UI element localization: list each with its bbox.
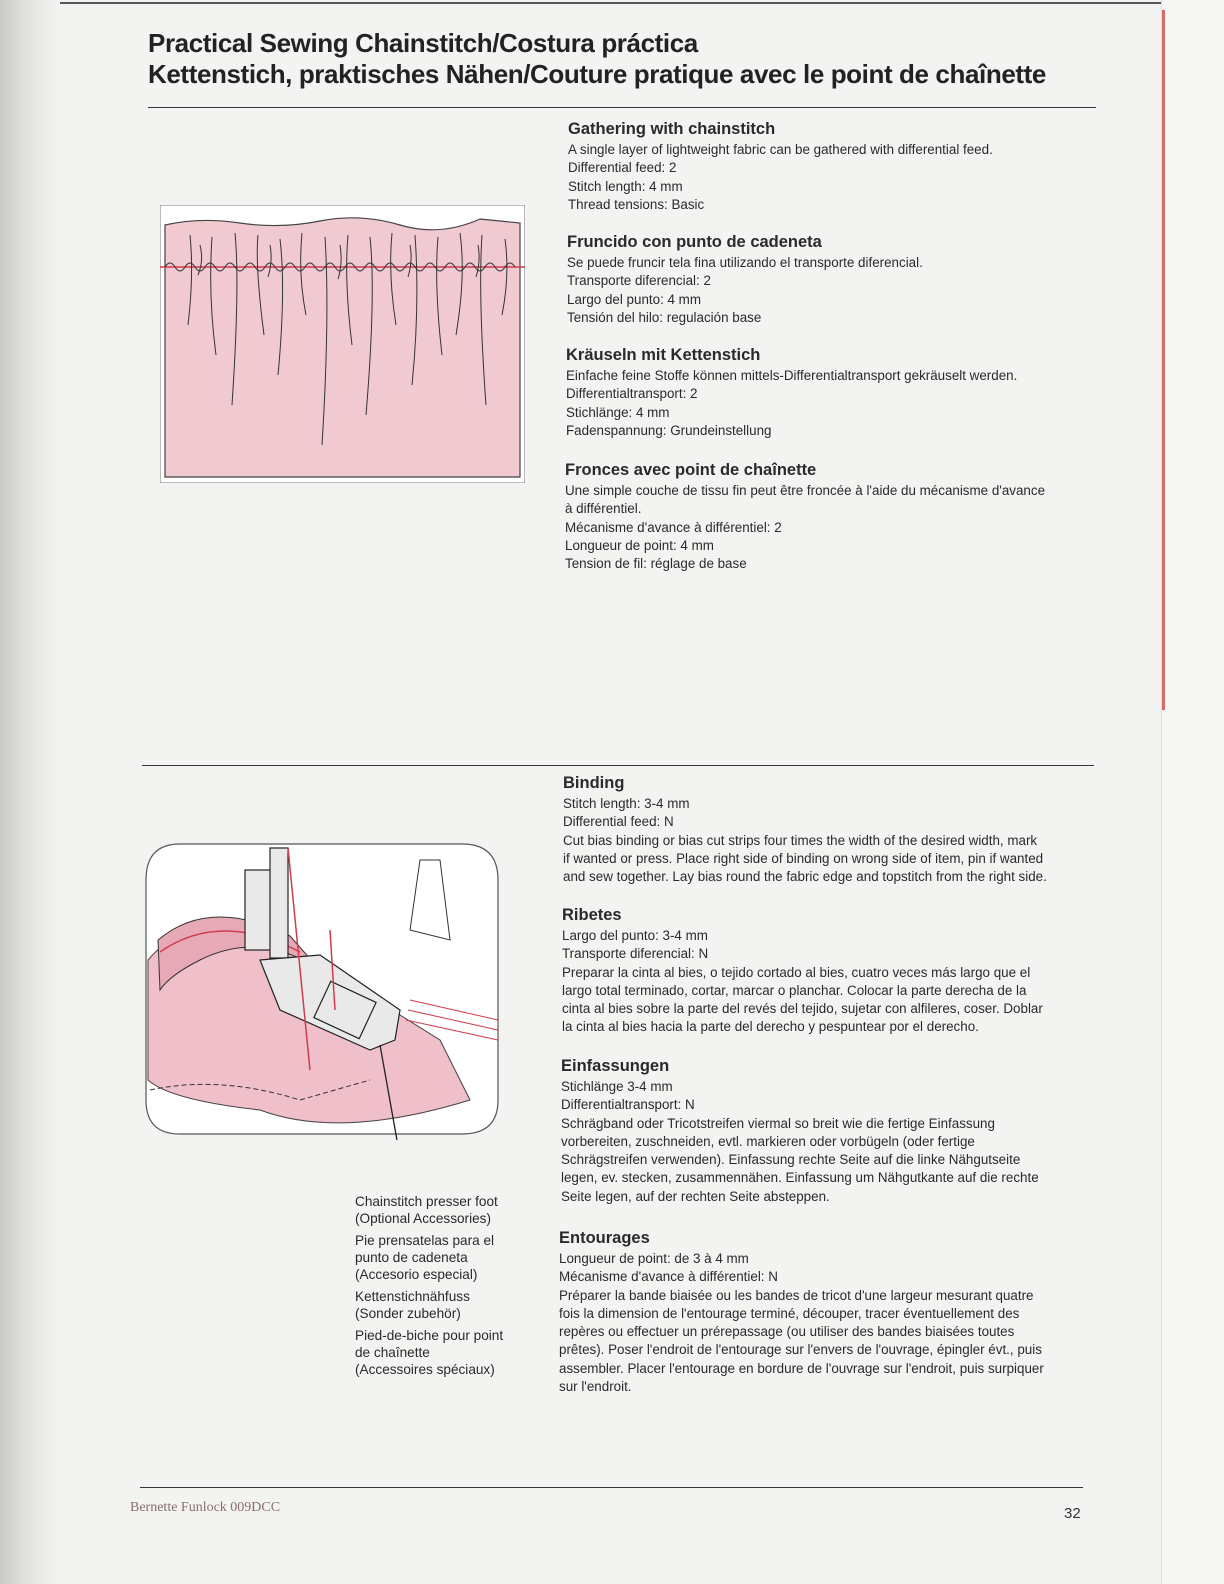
binding-es-line: Largo del punto: 3-4 mm [562, 928, 708, 943]
binding-fr-line: Mécanisme d'avance à différentiel: N [559, 1269, 778, 1285]
gathering-es-line: Se puede fruncir tela fina utilizando el transporte diferencial. [567, 255, 923, 270]
binding-de-line: Schrägband oder Tricotstreifen viermal so breit wie die fertige Einfassung [561, 1115, 995, 1131]
caption-line: (Optional Accessories) [355, 1211, 491, 1226]
gathering-fr-line: Longueur de point: 4 mm [565, 537, 714, 553]
binding-de-line: Differentialtransport: N [561, 1097, 695, 1113]
gathering-de [566, 346, 1017, 440]
gathering-es-line: Tensión del hilo: regulación base [567, 309, 762, 325]
caption-de [355, 1288, 535, 1322]
binding-es-line: Preparar la cinta al bies, o tejido cortado al bies, cuatro veces más largo que el [562, 964, 1031, 980]
binding-en-line: Cut bias binding or bias cut strips four times the width of the desired width, mark [563, 832, 1038, 848]
binding-fr-line: Longueur de point: de 3 à 4 mm [559, 1251, 749, 1266]
gathering-de-line: Einfache feine Stoffe können mittels-Differentialtransport gekräuselt werden. [566, 368, 1018, 383]
caption-line: (Sonder zubehör) [355, 1306, 461, 1321]
binding-de-line: Schrägstreifen verwenden). Einfassung rechte Seite auf die linke Nähgutseite [561, 1152, 1021, 1168]
gathering-de-line: Stichlänge: 4 mm [566, 404, 670, 420]
title-line-2: Kettenstich, praktisches Nähen/Couture pratique avec le point de chaînette [148, 59, 1046, 89]
gathering-en-heading: Gathering with chainstitch [568, 120, 776, 138]
page-number: 32 [1064, 1505, 1081, 1522]
top-edge-line [60, 2, 1164, 4]
gathering-de-heading: Kräuseln mit Kettenstich [566, 346, 761, 364]
binding-fr-line: repères ou effectuer un prérepassage (ou utiliser des bandes biaisées toutes [559, 1324, 1015, 1340]
binding-es-heading: Ribetes [562, 906, 622, 924]
caption-line: (Accessoires spéciaux) [355, 1362, 495, 1377]
gathering-fr [565, 461, 1045, 573]
binding-de-line: vorbereiten, zuschneiden, evtl. markieren oder vorbügeln (oder fertige [561, 1133, 975, 1149]
binding-de-line: Stichlänge 3-4 mm [561, 1079, 673, 1094]
caption-line: Kettenstichnähfuss [355, 1289, 470, 1304]
gathering-fr-line: à différentiel. [565, 501, 642, 517]
binding-en-line: Differential feed: N [563, 814, 674, 830]
caption-line: Pied-de-biche pour point [355, 1328, 504, 1343]
gathering-fr-heading: Fronces avec point de chaînette [565, 461, 817, 479]
gathering-en-line: Thread tensions: Basic [568, 196, 705, 212]
chainstitch-presser-foot-illustration [140, 840, 502, 1140]
binding-en-line: if wanted or press. Place right side of binding on wrong side of item, pin if wanted [563, 850, 1044, 866]
binding-es [562, 906, 1043, 1037]
binding-de-line: legen, ev. stecken, zusammennähen. Einfassung um Nähgutkante auf die rechte [561, 1170, 1039, 1186]
caption-fr [355, 1327, 535, 1378]
page-title [148, 28, 1108, 90]
gathering-en-line: A single layer of lightweight fabric can be gathered with differential feed. [568, 142, 993, 157]
next-page-edge [1161, 0, 1224, 1584]
caption-line: punto de cadeneta [355, 1250, 468, 1265]
binding-en-line: and sew together. Lay bias round the fabric edge and topstitch from the right side. [563, 869, 1047, 885]
binding-fr-line: assembler. Placer l'entourage en bordure de l'ouvrage sur l'endroit, puis surpiquer [559, 1360, 1044, 1376]
gathering-es [567, 233, 923, 327]
gathering-en-line: Stitch length: 4 mm [568, 178, 683, 194]
binding-fr-heading: Entourages [559, 1229, 650, 1247]
caption-es [355, 1232, 535, 1283]
binding-de [561, 1057, 1039, 1206]
footer-rule [140, 1487, 1083, 1488]
gathering-fr-line: Mécanisme d'avance à différentiel: 2 [565, 519, 782, 535]
binding-fr-line: prêtes). Poser l'endroit de l'entourage sur l'envers de l'ouvrage, épingler évt., puis [559, 1342, 1042, 1358]
figure-captions [355, 1193, 535, 1383]
section-rule [142, 765, 1094, 766]
gathering-de-line: Differentialtransport: 2 [566, 386, 698, 402]
binding-fr-line: Préparer la bande biaisée ou les bandes de tricot d'une largeur mesurant quatre [559, 1287, 1034, 1303]
binding-es-line: la cinta al bies hacia la parte del derecho y pespuntear por el derecho. [562, 1019, 979, 1035]
gathering-fr-line: Une simple couche de tissu fin peut être froncée à l'aide du mécanisme d'avance [565, 483, 1046, 498]
binding-es-line: Transporte diferencial: N [562, 946, 709, 962]
gathering-en-line: Differential feed: 2 [568, 160, 677, 176]
binding-en-heading: Binding [563, 774, 625, 792]
gathering-fr-line: Tension de fil: réglage de base [565, 556, 747, 572]
title-line-1: Practical Sewing Chainstitch/Costura práctica [148, 28, 698, 58]
binding-en-line: Stitch length: 3-4 mm [563, 796, 690, 811]
binding-es-line: cinta al bies sobre la parte del revés del tejido, sujetar con alfileres, coser. Doblar [562, 1001, 1043, 1017]
footer-brand: Bernette Funlock 009DCC [130, 1500, 281, 1515]
binding-en [563, 774, 1047, 886]
gathering-es-line: Transporte diferencial: 2 [567, 273, 711, 289]
binding-fr-line: sur l'endroit. [559, 1379, 632, 1395]
title-rule [148, 107, 1096, 108]
caption-en [355, 1193, 535, 1227]
gathered-fabric-illustration [160, 205, 525, 483]
caption-line: (Accesorio especial) [355, 1267, 478, 1282]
gathering-de-line: Fadenspannung: Grundeinstellung [566, 422, 772, 438]
gathering-es-heading: Fruncido con punto de cadeneta [567, 233, 822, 251]
caption-line: Pie prensatelas para el [355, 1233, 495, 1248]
caption-line: de chaînette [355, 1345, 430, 1360]
binding-de-heading: Einfassungen [561, 1057, 670, 1075]
gathering-en [568, 120, 993, 214]
binding-fr-line: fois la dimension de l'entourage terminé, découper, tracer éventuellement des [559, 1305, 1020, 1321]
page-binding-shadow [0, 0, 60, 1584]
binding-fr [559, 1229, 1044, 1396]
binding-de-line: Seite legen, auf der rechten Seite absteppen. [561, 1188, 830, 1204]
caption-line: Chainstitch presser foot [355, 1194, 498, 1209]
binding-es-line: largo total terminado, cortar, marcar o planchar. Colocar la parte derecha de la [562, 982, 1027, 998]
gathering-es-line: Largo del punto: 4 mm [567, 291, 701, 307]
